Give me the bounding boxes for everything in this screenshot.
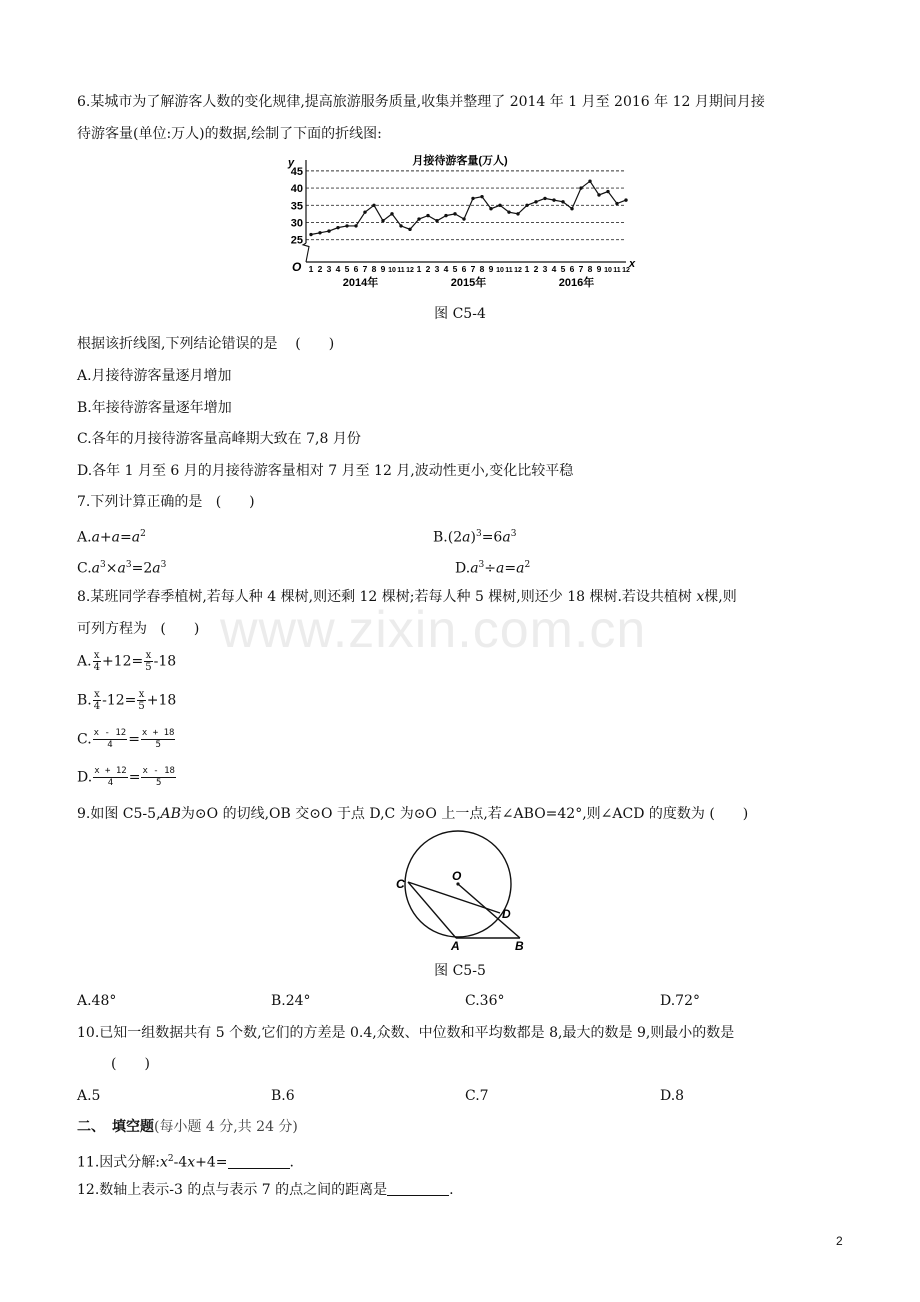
diagram-caption: 图 C5-5 <box>434 963 486 979</box>
numerator: x - 18 <box>142 766 175 776</box>
q8-line2 <box>77 619 199 639</box>
q9-stem-prefix: 9.如图 C5-5, <box>77 806 161 822</box>
data-point <box>444 214 447 217</box>
data-point <box>597 193 600 196</box>
axis-break <box>303 243 309 262</box>
q11-end: . <box>289 1154 294 1171</box>
q6-option-a: A.月接待游客量逐月增加 <box>77 368 232 384</box>
x-tick-label: 5 <box>452 264 458 274</box>
data-point <box>336 226 339 229</box>
denominator: 5 <box>155 740 161 750</box>
data-point <box>390 212 393 215</box>
q10-option-c: C.7 <box>465 1088 489 1104</box>
q6-line2: 待游客量(单位:万人)的数据,绘制了下面的折线图: <box>77 126 382 142</box>
q7-option-a-label: A. <box>77 529 92 546</box>
q12-answer-blank[interactable] <box>387 1181 449 1196</box>
x-tick-label: 3 <box>542 264 548 274</box>
q11-answer-blank[interactable] <box>228 1154 290 1169</box>
q8-option-c-mid: = <box>128 731 140 748</box>
q10-option-d: D.8 <box>660 1088 685 1104</box>
numerator: x + 18 <box>141 728 175 738</box>
x-tick-label: 2 <box>425 264 431 274</box>
y-axis-label: y <box>288 157 295 169</box>
data-point <box>435 219 438 222</box>
section-note: (每小题 4 分,共 24 分) <box>154 1119 298 1135</box>
fraction <box>93 766 128 789</box>
origin-label: O <box>292 260 302 274</box>
data-point <box>543 197 546 200</box>
data-point <box>624 198 627 201</box>
q7-option-c-label: C. <box>77 560 92 577</box>
x-tick-label: 11 <box>397 267 405 274</box>
x-tick-label: 2 <box>317 264 323 274</box>
q8-option-b-label: B. <box>77 692 92 709</box>
data-point <box>516 212 519 215</box>
data-point <box>417 217 420 220</box>
x-tick-label: 9 <box>596 264 602 274</box>
q10-line1: 10.已知一组数据共有 5 个数,它们的方差是 0.4,众数、中位数和平均数都是 8,最大的数是 9,则最小的数是 <box>77 1025 735 1041</box>
q7-stem <box>77 492 255 512</box>
denominator: 5 <box>145 662 152 673</box>
q8-option-a-end: -18 <box>153 653 177 670</box>
denominator: 4 <box>107 778 114 788</box>
data-point <box>606 190 609 193</box>
q8-line1-end: 棵,则 <box>704 589 737 605</box>
x-tick-label: 8 <box>587 264 593 274</box>
watermark: www.zixin.com.cn <box>220 601 647 659</box>
x-tick-label: 1 <box>308 264 314 274</box>
q8-option-a-mid: +12= <box>101 653 144 670</box>
numerator: x <box>138 689 145 700</box>
x-tick-label: 10 <box>388 267 396 274</box>
q8-option-d-mid: = <box>128 769 141 786</box>
q8-option-a-label: A. <box>77 653 92 670</box>
q7-option-a: $A.a+a=a^2$ <box>77 529 146 546</box>
data-point <box>363 210 366 213</box>
data-point <box>462 217 465 220</box>
data-point <box>498 204 501 207</box>
data-point <box>318 231 321 234</box>
q11: 11.因式分解$:x^2-4x+4=$ . <box>77 1154 294 1171</box>
q6-question <box>77 334 334 354</box>
q6-line1: 6.某城市为了解游客人数的变化规律,提高旅游服务质量,收集并整理了 2014 年 1 月至 2016 年 12 月期间月接 <box>77 94 765 110</box>
q11-prefix: 11.因式分解: <box>77 1154 160 1171</box>
q10-paren: ( ) <box>111 1056 150 1072</box>
data-point <box>525 204 528 207</box>
q9-paren: ( ) <box>709 806 749 822</box>
x-tick-label: 11 <box>505 267 513 274</box>
data-point <box>552 198 555 201</box>
data-point <box>309 233 312 236</box>
q8-option-a <box>77 650 176 673</box>
q12-end: . <box>449 1182 454 1198</box>
q7-option-b: $B.(2a)^3=6a^3$ <box>433 529 517 546</box>
x-tick-label: 12 <box>514 267 522 274</box>
denominator: 4 <box>107 740 113 750</box>
q9-option-a: A.48° <box>77 993 117 1009</box>
q6-option-b: B.年接待游客量逐年增加 <box>77 400 232 416</box>
x-tick-label: 3 <box>326 264 332 274</box>
denominator: 5 <box>155 778 162 788</box>
data-point <box>399 224 402 227</box>
q12-text: 12.数轴上表示-3 的点与表示 7 的点之间的距离是 <box>77 1182 388 1198</box>
data-point <box>507 210 510 213</box>
data-point <box>453 212 456 215</box>
x-tick-label: 12 <box>622 267 630 274</box>
q9-stem <box>77 804 748 824</box>
x-tick-label: 7 <box>578 264 584 274</box>
y-tick-label: 35 <box>290 200 303 213</box>
q8-variable: x <box>696 589 705 605</box>
data-point <box>570 207 573 210</box>
q9-segment-ab: AB <box>160 806 181 822</box>
q7-paren: ( ) <box>215 494 255 510</box>
q12 <box>77 1180 454 1200</box>
x-tick-label: 7 <box>470 264 476 274</box>
page-number: 2 <box>836 1234 843 1248</box>
q6-paren: ( ) <box>295 336 335 352</box>
y-tick-label: 40 <box>290 183 303 196</box>
section-heading <box>77 1117 298 1137</box>
section-title: 二、 填空题 <box>77 1119 154 1135</box>
q8-option-b-mid: -12= <box>102 692 137 709</box>
x-tick-label: 8 <box>371 264 377 274</box>
q8-line1 <box>77 587 737 607</box>
y-tick-label: 45 <box>290 165 303 178</box>
x-tick-label: 9 <box>380 264 386 274</box>
q7-option-d: $D.a^3\div a=a^2$ <box>455 560 531 577</box>
chart-caption: 图 C5-4 <box>434 306 486 322</box>
data-point <box>615 202 618 205</box>
q8-line2-text: 可列方程为 <box>77 621 147 637</box>
denominator: 4 <box>93 662 100 673</box>
fraction <box>141 766 176 789</box>
point-label-d: D <box>502 907 511 921</box>
y-tick-label: 25 <box>290 234 303 247</box>
q9-stem-text: 为⊙O 的切线,OB 交⊙O 于点 D,C 为⊙O 上一点,若∠ABO=42°,则∠ACD 的度数为 <box>180 806 705 822</box>
data-point <box>489 207 492 210</box>
data-point <box>426 214 429 217</box>
x-tick-label: 7 <box>362 264 368 274</box>
q7-option-c: $C.a^3\times a^3=2a^3$ <box>77 560 167 577</box>
point-label-a: A <box>451 939 460 953</box>
q8-line1-text: 8.某班同学春季植树,若每人种 4 棵树,则还剩 12 棵树;若每人种 5 棵树,则还少 18 棵树.若设共植树 <box>77 589 692 605</box>
numerator: x <box>145 650 152 661</box>
q8-option-c-label: C. <box>77 731 92 748</box>
q7-stem-text: 7.下列计算正确的是 <box>77 494 203 510</box>
q10-option-b: B.6 <box>271 1088 295 1104</box>
x-tick-label: 10 <box>604 267 612 274</box>
q9-option-c: C.36° <box>465 993 505 1009</box>
fraction <box>144 650 152 673</box>
x-tick-label: 1 <box>416 264 422 274</box>
fraction <box>93 728 128 751</box>
x-tick-label: 8 <box>479 264 485 274</box>
x-tick-label: 1 <box>524 264 530 274</box>
point-label-c: C <box>396 877 405 891</box>
data-point <box>534 200 537 203</box>
x-tick-label: 6 <box>353 264 359 274</box>
y-tick-label: 30 <box>290 217 303 230</box>
point-label-o: O <box>452 869 462 883</box>
q8-option-b <box>77 689 176 712</box>
point-label-b: B <box>515 939 524 953</box>
x-tick-label: 5 <box>344 264 350 274</box>
q9-option-b: B.24° <box>271 993 311 1009</box>
data-point <box>354 224 357 227</box>
data-point <box>345 224 348 227</box>
x-tick-label: 5 <box>560 264 566 274</box>
q9-option-d: D.72° <box>660 993 700 1009</box>
q6-option-c: C.各年的月接待游客量高峰期大致在 7,8 月份 <box>77 431 361 447</box>
q7-option-d-label: D. <box>455 560 471 577</box>
data-point <box>471 197 474 200</box>
q8-option-d <box>77 766 177 789</box>
data-point <box>327 229 330 232</box>
q10-option-a: A.5 <box>77 1088 101 1104</box>
numerator: x - 12 <box>93 728 127 738</box>
x-tick-label: 2 <box>533 264 539 274</box>
q6-question-text: 根据该折线图,下列结论错误的是 <box>77 336 278 352</box>
year-label: 2014年 <box>342 277 379 289</box>
data-point <box>588 180 591 183</box>
x-tick-label: 9 <box>488 264 494 274</box>
data-point <box>579 186 582 189</box>
q8-option-d-label: D. <box>77 769 93 786</box>
data-point <box>381 219 384 222</box>
x-tick-label: 12 <box>406 267 414 274</box>
series-line <box>311 181 626 234</box>
visitor-line-chart <box>280 152 640 298</box>
numerator: x <box>94 689 100 700</box>
x-tick-label: 4 <box>335 264 341 274</box>
fraction <box>93 650 101 673</box>
x-axis-label: x <box>629 258 636 270</box>
fraction <box>93 689 101 712</box>
data-point <box>372 204 375 207</box>
x-tick-label: 6 <box>569 264 575 274</box>
q7-option-b-label: B. <box>433 529 448 546</box>
x-tick-label: 4 <box>551 264 557 274</box>
fraction <box>141 728 176 751</box>
data-point <box>561 200 564 203</box>
year-label: 2015年 <box>450 277 487 289</box>
data-point <box>480 195 483 198</box>
numerator: x + 12 <box>94 766 127 776</box>
circle-tangent-diagram <box>384 828 544 954</box>
q6-option-d: D.各年 1 月至 6 月的月接待游客量相对 7 月至 12 月,波动性更小,变化比较平稳 <box>77 463 574 479</box>
x-tick-label: 4 <box>443 264 449 274</box>
q8-option-b-end: +18 <box>146 692 177 709</box>
numerator: x <box>93 650 100 661</box>
x-tick-label: 10 <box>496 267 504 274</box>
data-point <box>408 228 411 231</box>
q8-paren: ( ) <box>160 621 200 637</box>
x-tick-label: 11 <box>613 267 621 274</box>
x-tick-label: 6 <box>461 264 467 274</box>
denominator: 4 <box>93 701 101 712</box>
q8-option-c <box>77 728 176 751</box>
fraction <box>137 689 145 712</box>
x-tick-label: 3 <box>434 264 440 274</box>
year-label: 2016年 <box>558 277 595 289</box>
chart-title: 月接待游客量(万人) <box>412 155 508 167</box>
denominator: 5 <box>138 701 145 712</box>
